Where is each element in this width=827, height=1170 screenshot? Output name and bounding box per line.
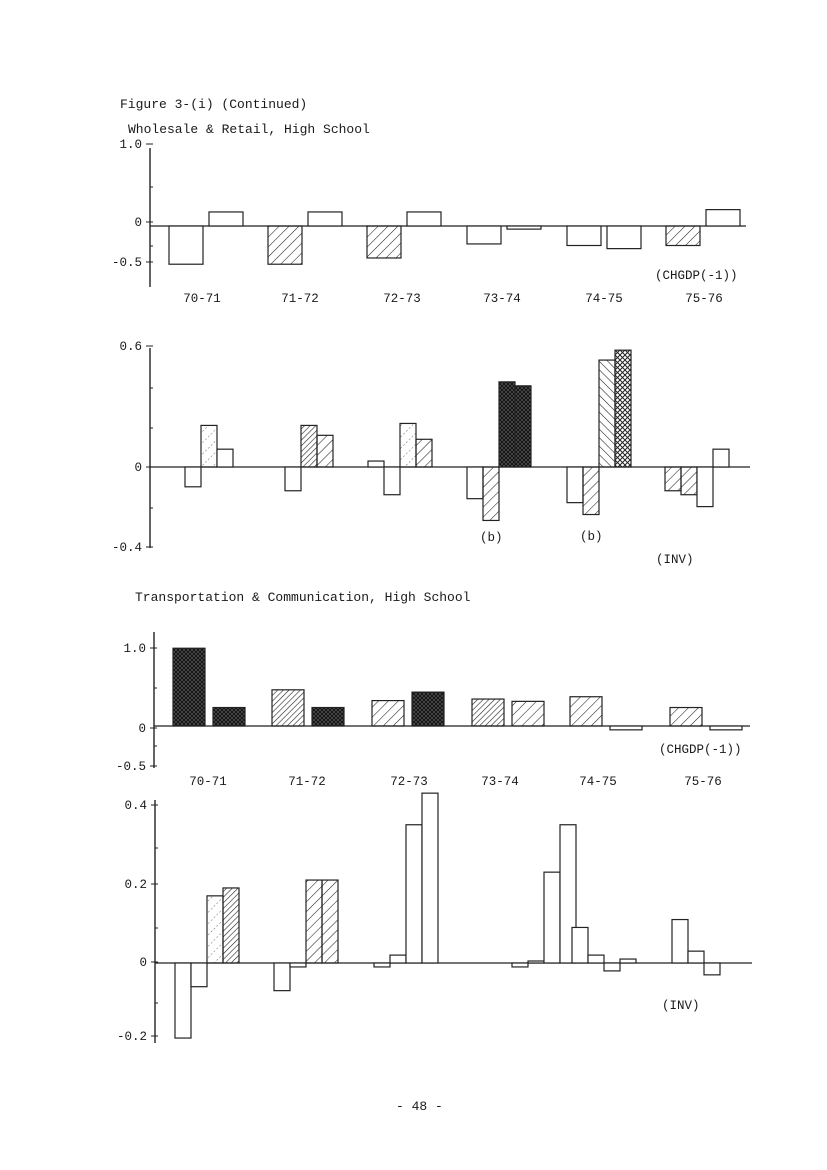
- bar-72-73-2: [407, 212, 441, 226]
- annotation-b: (b): [580, 530, 603, 544]
- bar-73-74-4: [515, 386, 531, 467]
- bar-72-73-1: [367, 226, 401, 258]
- category-label: 70-71: [189, 775, 227, 789]
- bar-72-73-1: [372, 701, 404, 726]
- category-label: 73-74: [481, 775, 519, 789]
- bar-72-73-2: [390, 955, 406, 963]
- category-label: 71-72: [288, 775, 326, 789]
- chart-c2: [112, 340, 750, 567]
- y-tick-label: -0.4: [111, 541, 142, 555]
- series-label: (INV): [662, 999, 700, 1013]
- bar-71-72-2: [308, 212, 342, 226]
- category-label: 70-71: [183, 292, 221, 306]
- bar-72-73-1: [368, 461, 384, 467]
- y-tick-label: 0.4: [124, 799, 147, 813]
- page-number: - 48 -: [396, 1099, 443, 1114]
- bar-70-71-1: [173, 648, 205, 726]
- section-2-title: Transportation & Communication, High School: [135, 590, 471, 605]
- bar-70-71-3: [217, 449, 233, 467]
- annotation-b: (b): [480, 531, 503, 545]
- y-tick-label: 0.2: [124, 878, 147, 892]
- category-label: 73-74: [483, 292, 521, 306]
- bar-70-71-2: [191, 963, 207, 987]
- bar-75-76-4: [713, 449, 729, 467]
- category-label: 74-75: [585, 292, 623, 306]
- bar-75-76-1: [670, 708, 702, 726]
- bar-70-71-1: [169, 226, 203, 264]
- chart-c1: [112, 138, 746, 306]
- bar-75-76-1: [672, 920, 688, 963]
- bar-72-73-3: [400, 423, 416, 467]
- bar-73-74-3: [544, 872, 560, 963]
- bar-71-72-2: [312, 708, 344, 726]
- y-tick-label: -0.2: [116, 1030, 147, 1044]
- bar-72-73-4: [416, 439, 432, 467]
- y-tick-label: -0.5: [115, 760, 146, 774]
- bar-74-75-1: [567, 226, 601, 246]
- bar-74-75-4: [615, 350, 631, 467]
- chart-c4: [117, 793, 752, 1044]
- bar-70-71-1: [175, 963, 191, 1038]
- bar-71-72-3: [306, 880, 322, 963]
- bar-73-74-2: [483, 467, 499, 520]
- category-label: 71-72: [281, 292, 319, 306]
- bar-71-72-1: [274, 963, 290, 991]
- bar-73-74-1: [512, 963, 528, 967]
- category-label: 74-75: [579, 775, 617, 789]
- bar-73-74-1: [472, 699, 504, 726]
- y-tick-label: 0: [134, 461, 142, 475]
- bar-74-75-1: [567, 467, 583, 503]
- bar-73-74-2: [528, 961, 544, 963]
- bar-73-74-3: [499, 382, 515, 467]
- bar-73-74-1: [467, 226, 501, 244]
- bar-75-76-3: [704, 963, 720, 975]
- bar-73-74-2: [507, 226, 541, 229]
- bar-71-72-4: [322, 880, 338, 963]
- bar-74-75-1: [572, 927, 588, 963]
- series-label: (CHGDP(-1)): [655, 269, 738, 283]
- category-label: 75-76: [684, 775, 722, 789]
- bar-75-76-2: [688, 951, 704, 963]
- bar-71-72-1: [272, 690, 304, 726]
- bar-73-74-2: [512, 701, 544, 726]
- bar-74-75-4: [620, 959, 636, 963]
- y-tick-label: 1.0: [119, 138, 142, 152]
- bar-72-73-2: [412, 692, 444, 726]
- bar-71-72-1: [285, 467, 301, 491]
- bar-72-73-4: [422, 793, 438, 963]
- category-label: 72-73: [390, 775, 428, 789]
- bar-74-75-3: [599, 360, 615, 467]
- bar-75-76-2: [681, 467, 697, 495]
- y-tick-label: 0.6: [119, 340, 142, 354]
- bar-70-71-3: [207, 896, 223, 963]
- section-1-title: Wholesale & Retail, High School: [128, 122, 370, 137]
- bar-70-71-2: [209, 212, 243, 226]
- bar-71-72-2: [301, 425, 317, 467]
- bar-75-76-2: [706, 210, 740, 226]
- bar-75-76-3: [697, 467, 713, 507]
- bar-70-71-1: [185, 467, 201, 487]
- figure-title: Figure 3-(i) (Continued): [120, 97, 308, 112]
- bar-71-72-2: [290, 963, 306, 967]
- category-label: 72-73: [383, 292, 421, 306]
- y-tick-label: 0: [139, 956, 147, 970]
- bar-75-76-2: [710, 726, 742, 730]
- bar-74-75-2: [607, 226, 641, 249]
- chart-c3: [116, 632, 750, 789]
- bar-74-75-3: [604, 963, 620, 971]
- bar-72-73-2: [384, 467, 400, 495]
- y-tick-label: 0: [134, 216, 142, 230]
- series-label: (CHGDP(-1)): [659, 743, 742, 757]
- bar-70-71-2: [213, 708, 245, 726]
- bar-71-72-1: [268, 226, 302, 264]
- bar-71-72-3: [317, 435, 333, 467]
- bar-74-75-2: [583, 467, 599, 515]
- bar-72-73-1: [374, 963, 390, 967]
- y-tick-label: 0: [138, 722, 146, 736]
- y-tick-label: 1.0: [123, 642, 146, 656]
- bar-74-75-2: [610, 726, 642, 730]
- category-label: 75-76: [685, 292, 723, 306]
- bar-74-75-1: [570, 697, 602, 726]
- y-tick-label: -0.5: [111, 256, 142, 270]
- bar-74-75-2: [588, 955, 604, 963]
- bar-70-71-2: [201, 425, 217, 467]
- bar-75-76-1: [666, 226, 700, 246]
- bar-72-73-3: [406, 825, 422, 963]
- series-label: (INV): [656, 553, 694, 567]
- bar-70-71-4: [223, 888, 239, 963]
- bar-73-74-1: [467, 467, 483, 499]
- bar-75-76-1: [665, 467, 681, 491]
